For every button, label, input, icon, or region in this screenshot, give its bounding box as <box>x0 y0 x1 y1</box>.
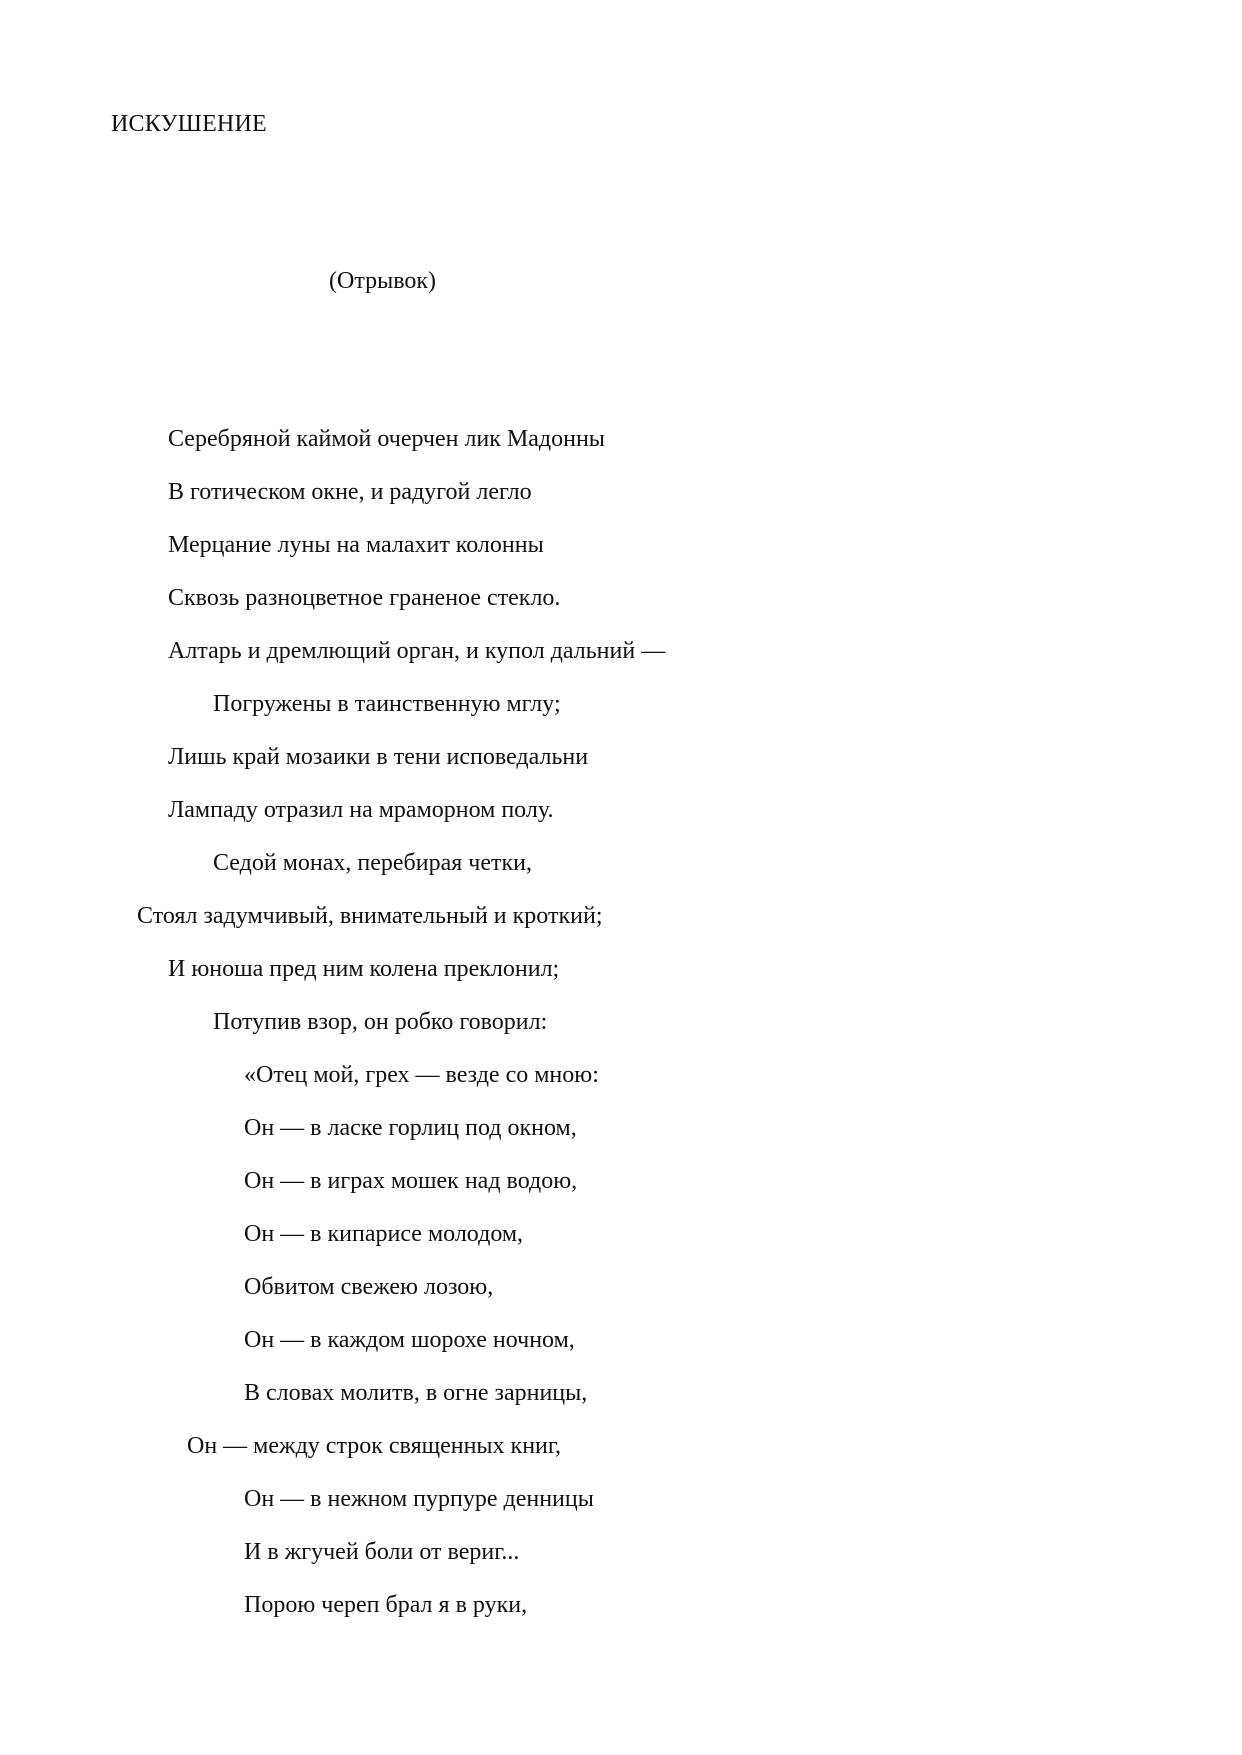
poem-line: В готическом окне, и радугой легло <box>168 479 532 505</box>
poem-title: ИСКУШЕНИЕ <box>111 111 267 137</box>
poem-line: Серебряной каймой очерчен лик Мадонны <box>168 426 605 452</box>
poem-line: Седой монах, перебирая четки, <box>213 850 532 876</box>
poem-line: Он — в кипарисе молодом, <box>244 1221 524 1247</box>
poem-line: Потупив взор, он робко говорил: <box>213 1009 548 1035</box>
poem-line: Он — в каждом шорохе ночном, <box>244 1327 575 1353</box>
poem-line: И юноша пред ним колена преклонил; <box>168 956 560 982</box>
poem-subtitle: (Отрывок) <box>329 268 437 294</box>
poem-line: Порою череп брал я в руки, <box>244 1592 528 1618</box>
poem-line: Стоял задумчивый, внимательный и кроткий; <box>137 903 603 929</box>
poem-line: Он — между строк священных книг, <box>187 1433 562 1459</box>
poem-line: Сквозь разноцветное граненое стекло. <box>168 585 561 611</box>
poem-line: Он — в нежном пурпуре денницы <box>244 1486 594 1512</box>
poem-line: И в жгучей боли от вериг... <box>244 1539 520 1565</box>
poem-line: Обвитом свежею лозою, <box>244 1274 494 1300</box>
poem-line: Алтарь и дремлющий орган, и купол дальний — <box>168 638 666 664</box>
poem-line: В словах молитв, в огне зарницы, <box>244 1380 588 1406</box>
poem-line: Лампаду отразил на мраморном полу. <box>168 797 554 823</box>
poem-line: Мерцание луны на малахит колонны <box>168 532 544 558</box>
poem-line: Он — в ласке горлиц под окном, <box>244 1115 577 1141</box>
poem-line: «Отец мой, грех — везде со мною: <box>244 1062 599 1088</box>
poem-line: Погружены в таинственную мглу; <box>213 691 561 717</box>
poem-line: Он — в играх мошек над водою, <box>244 1168 578 1194</box>
poem-line: Лишь край мозаики в тени исповедальни <box>168 744 589 770</box>
